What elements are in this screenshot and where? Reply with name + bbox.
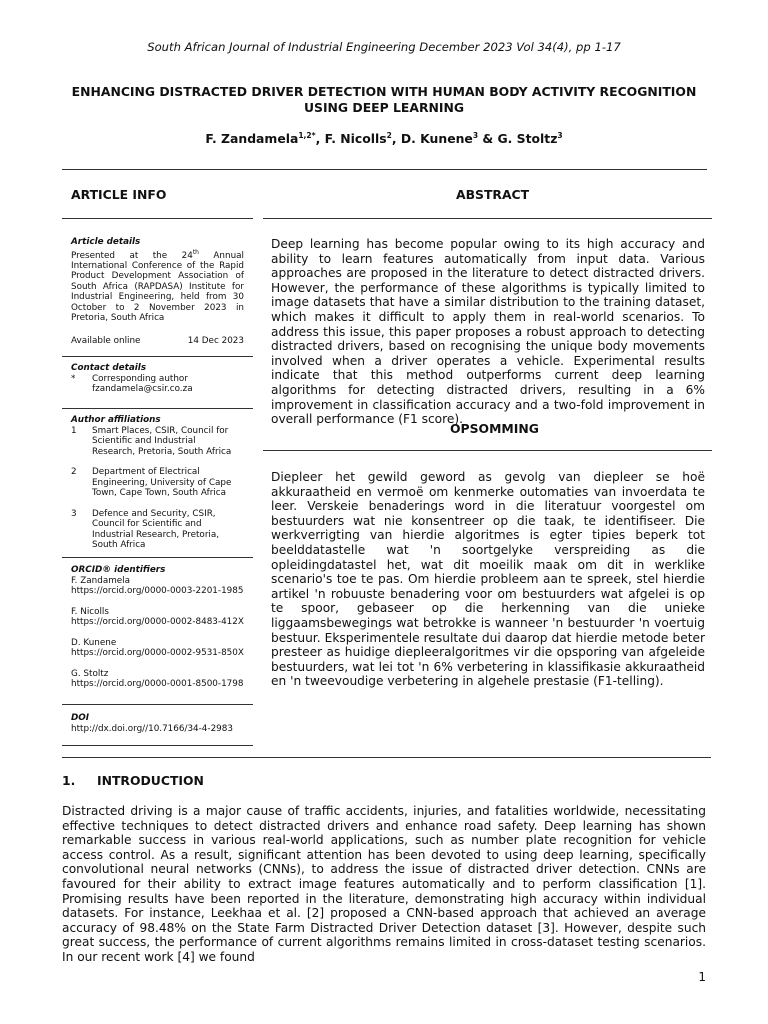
divider — [62, 356, 253, 357]
opsomming-heading: OPSOMMING — [450, 421, 539, 436]
divider — [263, 450, 712, 451]
orcid-link[interactable]: https://orcid.org/0000-0002-9531-850X — [71, 648, 244, 658]
available-online-label: Available online — [71, 335, 141, 346]
corresponding-email[interactable]: fzandamela@csir.co.za — [92, 384, 193, 394]
affiliations-section — [71, 415, 244, 551]
paper-title: ENHANCING DISTRACTED DRIVER DETECTION WITH HUMAN BODY ACTIVITY RECOGNITION USING DEEP LEARNING — [71, 84, 697, 115]
article-details-label: Article details — [71, 237, 141, 247]
author-name: G. Stoltz — [497, 131, 558, 146]
author-affiliation-marker: 3 — [557, 131, 563, 140]
divider — [62, 408, 253, 409]
divider — [62, 169, 707, 170]
author-name: F. Nicolls — [324, 131, 387, 146]
author-name: D. Kunene — [400, 131, 473, 146]
article-details-text: Presented at the 24th Annual International Conference of the Rapid Product Development Association of South Africa (RAPDASA) Institute for Industrial Engineering, held from 30 October to 2 November 2023 in Pretoria, South Africa — [71, 248, 244, 324]
corresponding-role: Corresponding author — [92, 373, 188, 384]
available-online-row — [71, 336, 244, 347]
author-separator: , — [315, 131, 325, 146]
author-separator: & — [478, 131, 498, 146]
author-list — [0, 131, 768, 146]
orcid-section — [71, 565, 251, 690]
orcid-name: F. Zandamela — [71, 575, 131, 586]
journal-header: South African Journal of Industrial Engineering December 2023 Vol 34(4), pp 1-17 — [147, 40, 621, 54]
orcid-link[interactable]: https://orcid.org/0000-0003-2201-1985 — [71, 586, 244, 596]
author-affiliation-marker: 1,2* — [298, 131, 316, 140]
article-info-heading: ARTICLE INFO — [71, 187, 167, 202]
orcid-link[interactable]: https://orcid.org/0000-0002-8483-412X — [71, 617, 244, 627]
doi-link[interactable]: http://dx.doi.org//10.7166/34-4-2983 — [71, 723, 233, 734]
orcid-label: ORCID® identifiers — [71, 565, 166, 575]
author-separator: , — [391, 131, 401, 146]
contact-section — [71, 363, 244, 395]
page-number: 1 — [698, 970, 706, 984]
divider — [62, 218, 253, 219]
introduction-text: Distracted driving is a major cause of traffic accidents, injuries, and fatalities worldwide, necessitating effective techniques to detect distracted drivers and enhance road safety. Deep learning has shown remarkable success in various real-world applications, such as number plate recognition for vehicle access control. As a result, significant attention has been devoted to using deep learning, specifically convolutional neural networks (CNNs), to address the issue of distracted driver detection. CNNs are favoured for their ability to extract image features automatically and to perform classification [1]. Promising results have been reported in the literature, demonstrating high accuracy within individual datasets. For instance, Leekhaa et al. [2] proposed a CNN-based approach that achieved an average accuracy of 98.48% on the State Farm Distracted Driver Detection dataset [3]. However, despite such great success, the performance of current algorithms remains limited in cross-dataset testing scenarios. In our recent work [4] we found — [62, 804, 706, 964]
orcid-name: F. Nicolls — [71, 606, 109, 617]
doi-section — [71, 713, 251, 734]
abstract-text: Deep learning has become popular owing to its high accuracy and ability to learn features automatically from input data. Various approaches are proposed in the literature to detect distracted drivers. However, the performance of these algorithms is typically limited to image datasets that have a similar distribution to the training dataset, which makes it difficult to apply them in real-world scenarios. To address this issue, this paper proposes a robust approach to detecting distracted drivers, based on recognising the unique body movements involved when a driver operates a vehicle. Experimental results indicate that this method outperforms current deep learning algorithms for detecting distracted drivers, resulting in a 6% improvement in classification accuracy and a two-fold improvement in overall performance (F1 score). — [271, 237, 705, 427]
author-affiliation-marker: 2 — [386, 131, 392, 140]
doi-label: DOI — [71, 713, 90, 723]
affiliations-label: Author affiliations — [71, 415, 161, 425]
divider — [62, 745, 253, 746]
article-details-section — [71, 237, 244, 346]
orcid-name: D. Kunene — [71, 637, 117, 648]
affiliation-item: 3 Defence and Security, CSIR, Council for Scientific and Industrial Research, Pretoria, South Africa — [71, 508, 220, 550]
divider — [62, 557, 253, 558]
author-affiliation-marker: 3 — [472, 131, 479, 140]
author-name: F. Zandamela — [205, 131, 299, 146]
divider — [62, 757, 711, 758]
contact-label: Contact details — [71, 363, 147, 373]
opsomming-text: Diepleer het gewild geword as gevolg van diepleer se hoë akkuraatheid en vermoë om kenmerke outomaties van invoerdata te leer. Verskeie benaderings word in die literatuur voorgestel om bestuurders wat nie konsentreer op die taak, te identifiseer. Die werkverrigting van hierdie algoritmes is egter tipies beperk tot beelddatastelle wat 'n soortgelyke verspreiding as die opleidingdatastel het, wat dit moeilik maak om dit in werklike scenario's toe te pas. Om hierdie probleem aan te spreek, stel hierdie artikel 'n robuuste benadering voor om bestuurders wat afgelei is op te spoor, gebaseer op die herkenning van die unieke liggaamsbewegings wat betrokke is wanneer 'n bestuurder 'n voertuig bestuur. Eksperimentele resultate dui daarop dat hierdie metode beter presteer as huidige diepleeralgoritmes vir die opsporing van afgeleide bestuurders, wat lei tot 'n 6% verbetering in klassifikasie akkuraatheid en 'n tweevoudige verbetering in algehele prestasie (F1-telling). — [271, 470, 705, 689]
divider — [263, 218, 712, 219]
corresponding-marker: * — [71, 373, 76, 384]
divider — [62, 704, 253, 705]
orcid-name: G. Stoltz — [71, 668, 109, 679]
section-heading: INTRODUCTION — [97, 773, 204, 788]
affiliation-item: 2 Department of Electrical Engineering, University of Cape Town, Cape Town, South Africa — [71, 467, 232, 498]
orcid-link[interactable]: https://orcid.org/0000-0001-8500-1798 — [71, 679, 244, 689]
abstract-heading: ABSTRACT — [456, 187, 530, 202]
affiliation-item: 1 Smart Places, CSIR, Council for Scientific and Industrial Research, Pretoria, South Africa — [71, 425, 232, 457]
section-number: 1. — [62, 773, 76, 788]
available-online-date: 14 Dec 2023 — [187, 335, 244, 346]
